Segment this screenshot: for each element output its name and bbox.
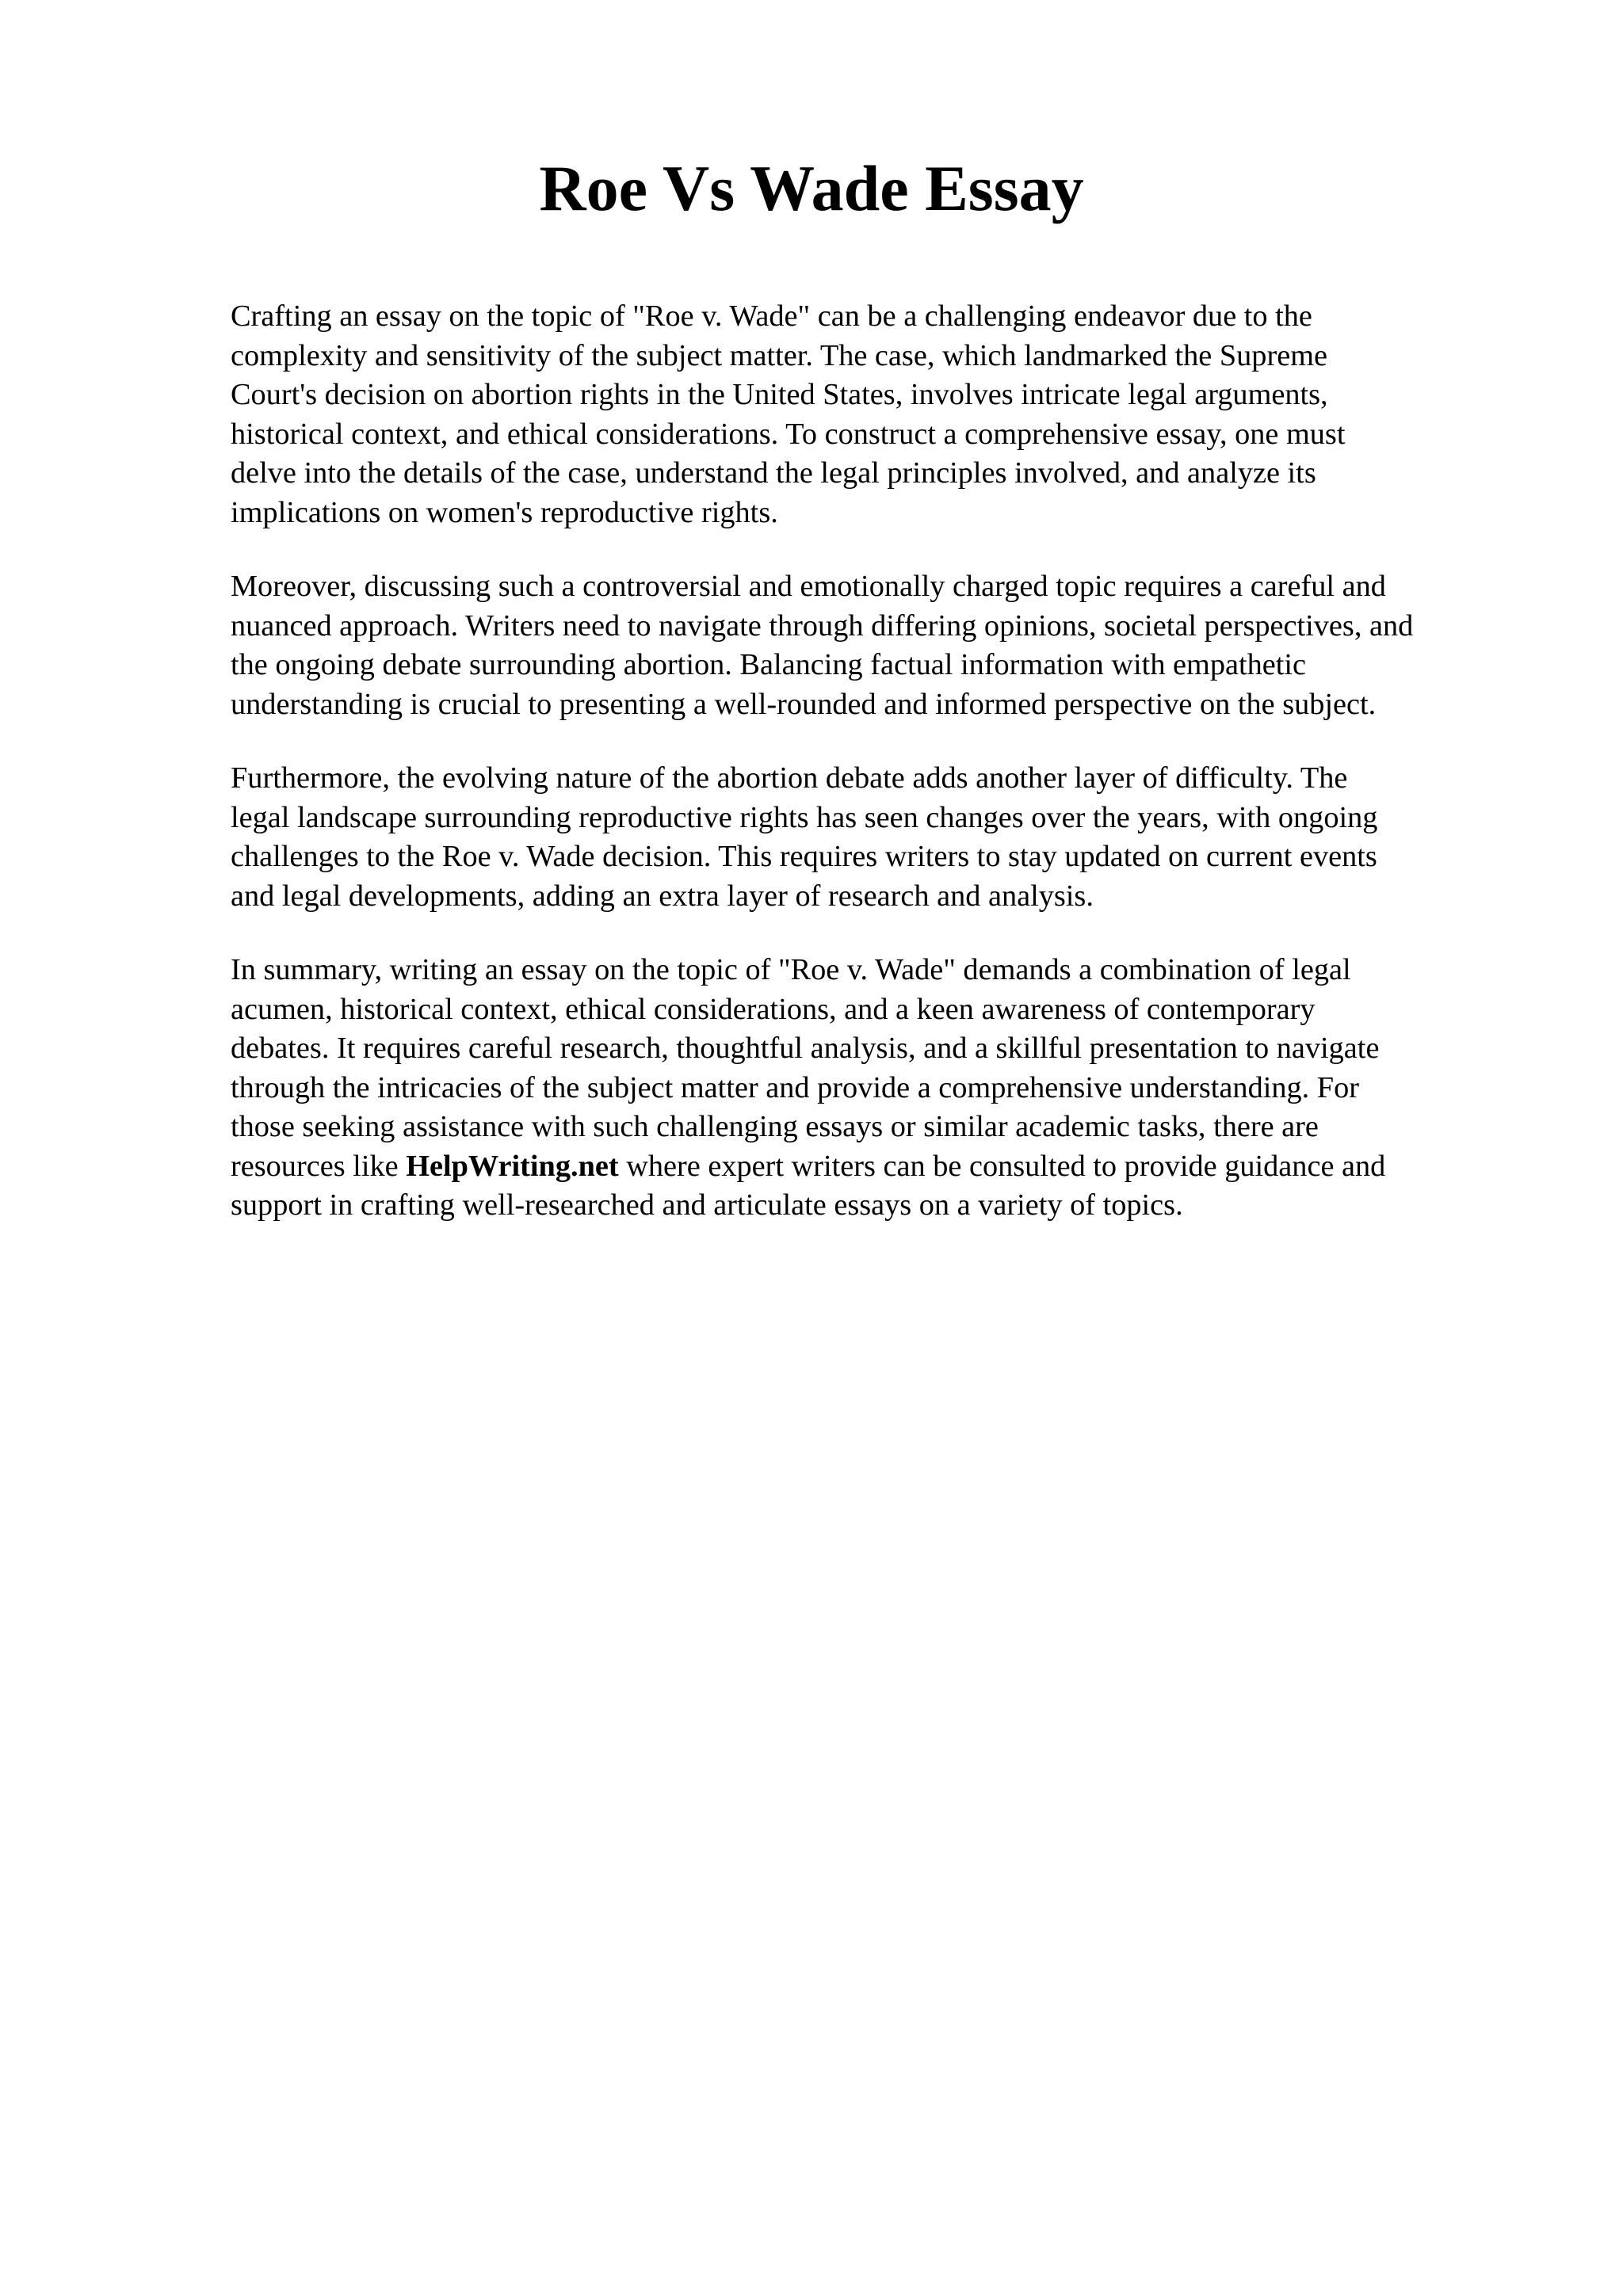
paragraph-line: acumen, historical context, ethical considerations, and a keen awareness of contemporary [231, 992, 1316, 1026]
paragraph-line: delve into the details of the case, understand the legal principles involved, and analyze its [231, 456, 1316, 490]
document-title: Roe Vs Wade Essay [539, 152, 1084, 224]
paragraph-line: legal landscape surrounding reproductive rights has seen changes over the years, with ongoing [231, 800, 1378, 834]
paragraph-2 [231, 567, 1522, 724]
paragraph-line: complexity and sensitivity of the subject matter. The case, which landmarked the Supreme [231, 338, 1327, 372]
paragraph-line: through the intricacies of the subject matter and provide a comprehensive understanding. For [231, 1070, 1359, 1104]
paragraph-3 [231, 759, 1522, 916]
line-text-before-link: resources like [231, 1149, 407, 1183]
paragraph-line: the ongoing debate surrounding abortion. Balancing factual information with empathetic [231, 648, 1307, 681]
paragraph-4 [231, 951, 1522, 1226]
paragraph-line: challenges to the Roe v. Wade decision. This requires writers to stay updated on current events [231, 840, 1377, 873]
paragraph-line-with-link [231, 1147, 1522, 1187]
paragraph-1 [231, 297, 1522, 532]
paragraph-line: debates. It requires careful research, thoughtful analysis, and a skillful presentation to navigate [231, 1032, 1380, 1065]
paragraph-line: In summary, writing an essay on the topic of "Roe v. Wade" demands a combination of legal [231, 953, 1351, 986]
helpwriting-link[interactable]: HelpWriting.net [406, 1149, 619, 1183]
paragraph-line: Furthermore, the evolving nature of the abortion debate adds another layer of difficulty. The [231, 761, 1348, 795]
paragraph-line: Court's decision on abortion rights in the United States, involves intricate legal arguments, [231, 378, 1328, 411]
paragraph-line: understanding is crucial to presenting a well-rounded and informed perspective on the subject. [231, 687, 1377, 721]
paragraph-line: nuanced approach. Writers need to navigate through differing opinions, societal perspectives, and [231, 608, 1414, 643]
paragraph-line: Moreover, discussing such a controversial and emotionally charged topic requires a careful and [231, 570, 1386, 603]
document-body [231, 297, 1522, 1261]
paragraph-line: support in crafting well-researched and articulate essays on a variety of topics. [231, 1188, 1183, 1222]
paragraph-line: historical context, and ethical considerations. To construct a comprehensive essay, one must [231, 417, 1346, 451]
paragraph-line: implications on women's reproductive rights. [231, 495, 778, 529]
paragraph-line: those seeking assistance with such challenging essays or similar academic tasks, there are [231, 1110, 1319, 1143]
paragraph-line: Crafting an essay on the topic of "Roe v. Wade" can be a challenging endeavor due to the [231, 299, 1312, 333]
paragraph-line: and legal developments, adding an extra layer of research and analysis. [231, 879, 1094, 913]
line-text-after-link: where expert writers can be consulted to provide guidance and [618, 1149, 1386, 1183]
